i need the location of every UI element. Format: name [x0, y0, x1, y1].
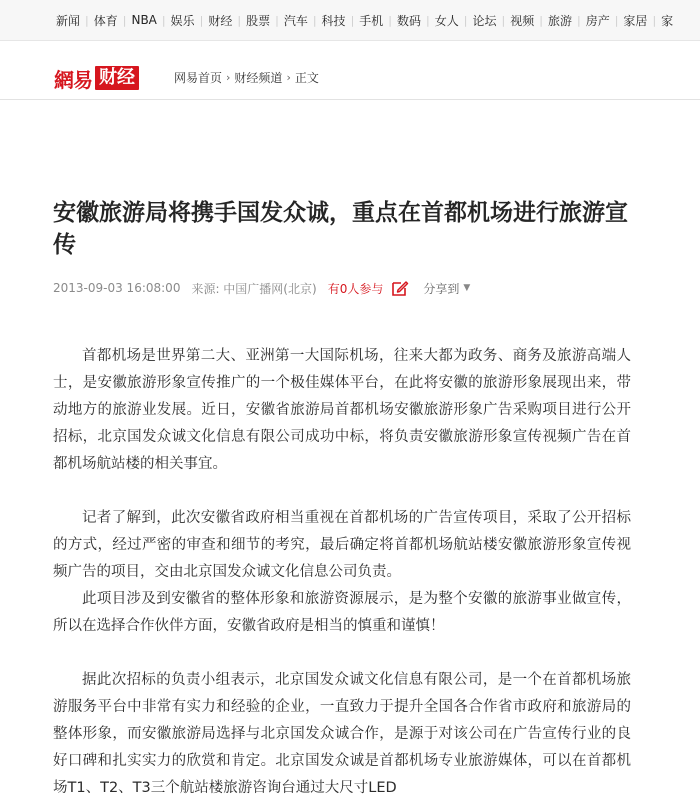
- nav-separator: |: [312, 13, 317, 27]
- article-datetime: 2013-09-03 16:08:00: [53, 281, 181, 295]
- article-body: [53, 343, 631, 802]
- participants-link[interactable]: 有0人参与: [327, 281, 384, 296]
- breadcrumb-home[interactable]: 网易首页: [174, 71, 223, 85]
- nav-item-money[interactable]: 财经 |: [208, 13, 242, 28]
- logo-wordmark: 網易: [54, 67, 92, 92]
- channel-nav: [0, 0, 700, 41]
- article-source: 来源: 中国广播网(北京): [191, 281, 317, 296]
- nav-item-mobile[interactable]: 手机 |: [359, 13, 393, 28]
- nav-item-travel[interactable]: 旅游 |: [547, 13, 581, 28]
- nav-separator: |: [350, 13, 355, 27]
- breadcrumb-separator: ›: [286, 71, 291, 84]
- pencil-square-icon[interactable]: [391, 279, 409, 297]
- nav-item-tech[interactable]: 科技 |: [321, 13, 355, 28]
- nav-item-home[interactable]: 家居 |: [623, 13, 657, 28]
- nav-separator: |: [85, 13, 89, 27]
- nav-item-video[interactable]: 视频 |: [510, 13, 543, 28]
- triangle-down-icon: ▼: [463, 283, 471, 293]
- breadcrumb-separator: ›: [226, 71, 231, 84]
- nav-item-stock[interactable]: 股票 |: [246, 13, 279, 28]
- nav-separator: |: [614, 13, 619, 27]
- share-button[interactable]: [423, 280, 470, 297]
- channel-nav-list: [0, 0, 700, 40]
- nav-separator: |: [426, 13, 430, 27]
- nav-separator: |: [122, 13, 127, 27]
- share-label: 分享到: [423, 281, 460, 296]
- nav-separator: |: [539, 13, 543, 27]
- nav-item-nba[interactable]: NBA |: [131, 13, 166, 27]
- nav-item-house[interactable]: 房产 |: [585, 13, 619, 28]
- article-paragraph: 据此次招标的负责小组表示，北京国发众诚文化信息有限公司，是一个在首都机场旅游服务平台中非常有实力和经验的企业，一直致力于提升全国各合作省市政府和旅游局的整体形象，而安徽旅游局选择与北京国发众诚合作，是源于对该公司在广告宣传行业的良好口碑和扎实实力的欣赏和肯定。北京国发众诚是首都机场专业旅游媒体，可以在首都机场T1、T2、T3三个航站楼旅游咨询台通过大尺寸LED: [53, 672, 631, 796]
- nav-separator: |: [652, 13, 657, 27]
- nav-separator: |: [463, 13, 468, 27]
- nav-separator: |: [388, 13, 393, 27]
- breadcrumb-channel[interactable]: 财经频道: [234, 71, 283, 85]
- nav-item-ent[interactable]: 娱乐 |: [170, 13, 204, 28]
- breadcrumb: [174, 69, 319, 86]
- nav-item-digi[interactable]: 数码 |: [397, 13, 430, 28]
- nav-separator: |: [275, 13, 279, 27]
- nav-separator: |: [576, 13, 581, 27]
- brand-bar: [0, 41, 700, 100]
- article-meta: [53, 279, 470, 297]
- netease-money-logo[interactable]: [54, 65, 139, 91]
- article-paragraph: 此项目涉及到安徽省的整体形象和旅游资源展示，是为整个安徽的旅游事业做宣传，所以在选择合作伙伴方面，安徽省政府是相当的慎重和谨慎！: [53, 591, 631, 634]
- breadcrumb-current: 正文: [294, 71, 319, 85]
- nav-item-sports[interactable]: 体育 |: [93, 13, 127, 28]
- nav-separator: |: [161, 13, 166, 27]
- nav-item-bbs[interactable]: 论坛 |: [472, 13, 506, 28]
- article-paragraph: 首都机场是世界第二大、亚洲第一大国际机场，往来大都为政务、商务及旅游高端人士，是安徽旅游形象宣传推广的一个极佳媒体平台，在此将安徽的旅游形象展现出来，带动地方的旅游业发展。近日，安徽省旅游局首都机场安徽旅游形象广告采购项目进行公开招标，北京国发众诚文化信息有限公司成功中标，将负责安徽旅游形象宣传视频广告在首都机场航站楼的相关事宜。: [53, 348, 631, 472]
- nav-item-auto[interactable]: 汽车 |: [283, 13, 317, 28]
- nav-separator: |: [237, 13, 242, 27]
- nav-separator: |: [501, 13, 506, 27]
- article-title: 安徽旅游局将携手国发众诚，重点在首都机场进行旅游宣传: [53, 199, 628, 258]
- article-paragraph: 记者了解到，此次安徽省政府相当重视在首都机场的广告宣传项目，采取了公开招标的方式，经过严密的审查和细节的考究，最后确定将首都机场航站楼安徽旅游形象宣传视频广告的项目，交由北京国发众诚文化信息公司负责。: [53, 510, 631, 580]
- nav-item-lady[interactable]: 女人 |: [434, 13, 468, 28]
- nav-item-news[interactable]: 新闻 |: [56, 13, 89, 28]
- nav-item-overflow[interactable]: 家: [661, 13, 674, 28]
- logo-channel: 财经: [95, 66, 139, 90]
- nav-separator: |: [199, 13, 204, 27]
